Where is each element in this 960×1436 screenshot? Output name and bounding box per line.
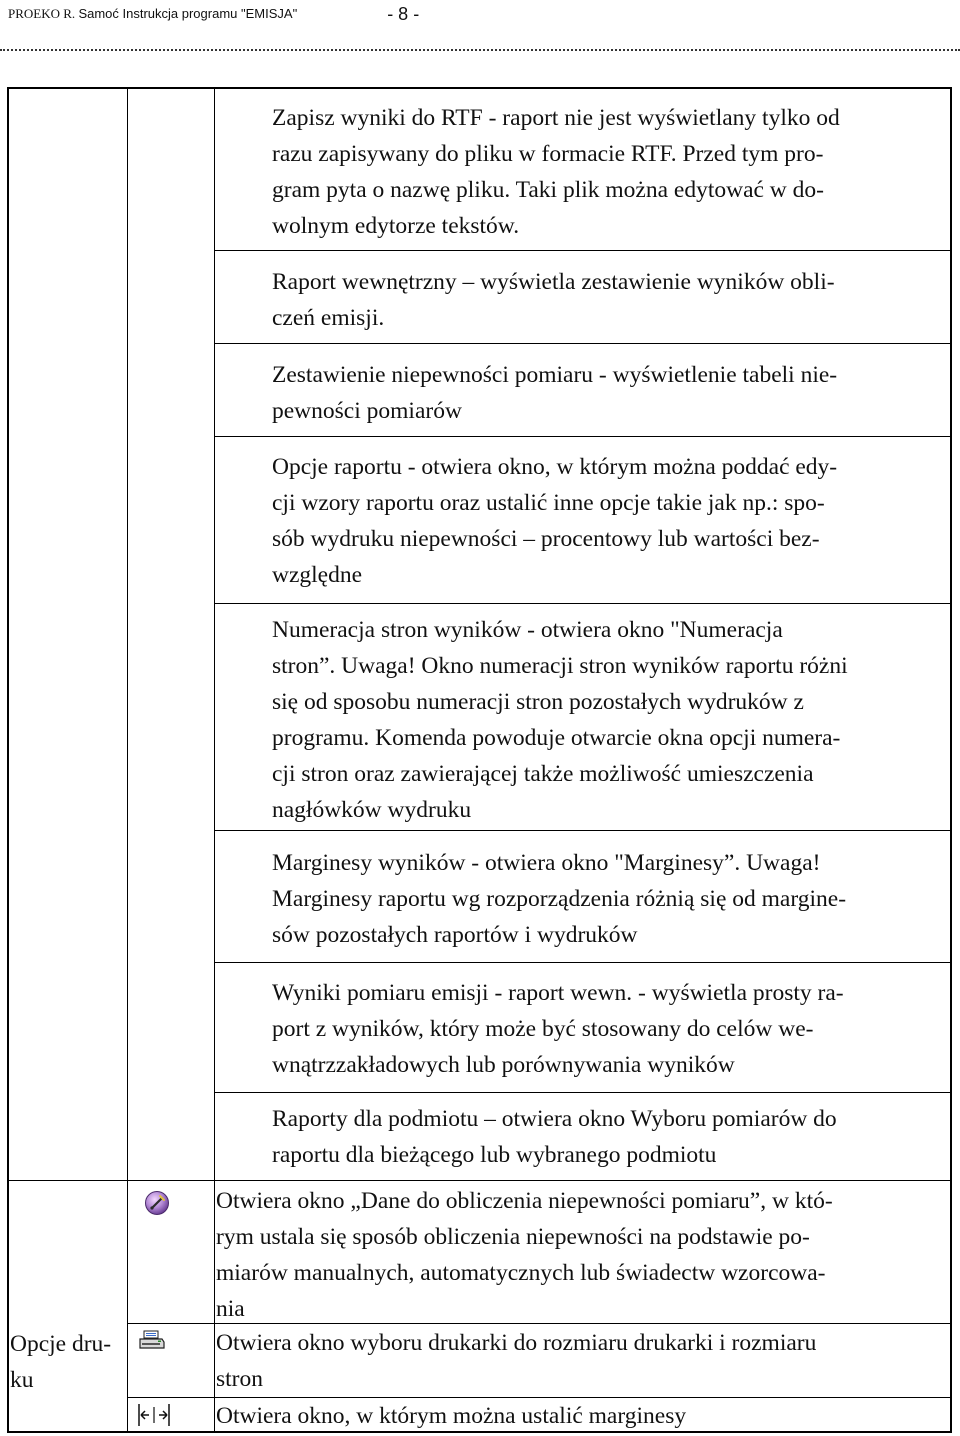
row-line: miarów manualnych, automatycznych lub świadectw wzorcowa-	[216, 1260, 826, 1286]
row-uncertainty-data	[216, 1183, 952, 1327]
row-entity-reports	[272, 1101, 952, 1173]
row-save-rtf	[272, 100, 952, 244]
row-report-options	[272, 449, 952, 593]
row-line: Otwiera okno, w którym można ustalić marginesy	[216, 1403, 687, 1429]
row-uncertainty-summary	[272, 357, 952, 429]
row-line: Raport wewnętrzny – wyświetla zestawienie wyników obli-	[272, 269, 835, 295]
row-margins	[216, 1398, 952, 1434]
row-line: nia	[216, 1296, 245, 1322]
row-line: się od sposobu numeracji stron pozostałych wydruków z	[272, 689, 804, 715]
row-line: Raporty dla podmiotu – otwiera okno Wyboru pomiarów do	[272, 1106, 837, 1132]
row-line: Otwiera okno „Dane do obliczenia niepewności pomiaru”, w któ-	[216, 1188, 833, 1214]
row-line: pewności pomiarów	[272, 398, 462, 424]
row-line: stron”. Uwaga! Okno numeracji stron wyników raportu różni	[272, 653, 848, 679]
row-line: gram pyta o nazwę pliku. Taki plik można edytować w do-	[272, 177, 824, 203]
row-emission-results	[272, 975, 952, 1083]
row-line: Opcje raportu - otwiera okno, w którym można poddać edy-	[272, 454, 838, 480]
row-line: Marginesy wyników - otwiera okno "Marginesy”. Uwaga!	[272, 850, 821, 876]
margins-icon[interactable]	[137, 1402, 171, 1428]
row-line: Marginesy raportu wg rozporządzenia różnią się od margine-	[272, 886, 847, 912]
row-line: cji wzory raportu oraz ustalić inne opcje takie jak np.: spo-	[272, 490, 825, 516]
page-header	[8, 0, 952, 28]
header-title	[8, 6, 297, 22]
uncertainty-settings-icon[interactable]	[144, 1190, 170, 1216]
row-line: razu zapisywany do pliku w formacie RTF. Przed tym pro-	[272, 141, 824, 167]
row-line: wnątrzzakładowych lub porównywania wyników	[272, 1052, 735, 1078]
row-line: rym ustala się sposób obliczenia niepewności na podstawie po-	[216, 1224, 810, 1250]
print-options-label	[10, 1326, 125, 1398]
row-line: sów pozostałych raportów i wydruków	[272, 922, 638, 948]
label-line: ku	[10, 1367, 34, 1393]
row-line: Zapisz wyniki do RTF - raport nie jest wyświetlany tylko od	[272, 105, 840, 131]
row-page-numbering	[272, 612, 952, 828]
header-document-title: Samoć Instrukcja programu "EMISJA"	[78, 6, 298, 21]
page-number: - 8 -	[387, 3, 420, 24]
row-line: względne	[272, 562, 363, 588]
row-line: Zestawienie niepewności pomiaru - wyświetlenie tabeli nie-	[272, 362, 838, 388]
row-line: Numeracja stron wyników - otwiera okno "Numeracja	[272, 617, 783, 643]
header-author: PROEKO R.	[8, 6, 79, 21]
row-line: sób wydruku niepewności – procentowy lub wartości bez-	[272, 526, 820, 552]
row-line: programu. Komenda powoduje otwarcie okna opcji numera-	[272, 725, 841, 751]
label-line: Opcje dru-	[10, 1331, 112, 1357]
header-divider	[0, 49, 960, 51]
row-line: port z wyników, który może być stosowany do celów we-	[272, 1016, 814, 1042]
printer-icon[interactable]	[138, 1330, 166, 1352]
row-line: raportu dla bieżącego lub wybranego podmiotu	[272, 1142, 717, 1168]
row-line: czeń emisji.	[272, 305, 385, 331]
row-internal-report	[272, 264, 952, 336]
row-line: cji stron oraz zawierającej także możliwość umieszczenia	[272, 761, 814, 787]
row-line: Otwiera okno wyboru drukarki do rozmiaru drukarki i rozmiaru	[216, 1330, 817, 1356]
row-line: Wyniki pomiaru emisji - raport wewn. - wyświetla prosty ra-	[272, 980, 844, 1006]
row-line: wolnym edytorze tekstów.	[272, 213, 520, 239]
row-line: nagłówków wydruku	[272, 797, 472, 823]
row-printer-selection	[216, 1325, 952, 1397]
row-line: stron	[216, 1366, 263, 1392]
row-result-margins	[272, 845, 952, 953]
